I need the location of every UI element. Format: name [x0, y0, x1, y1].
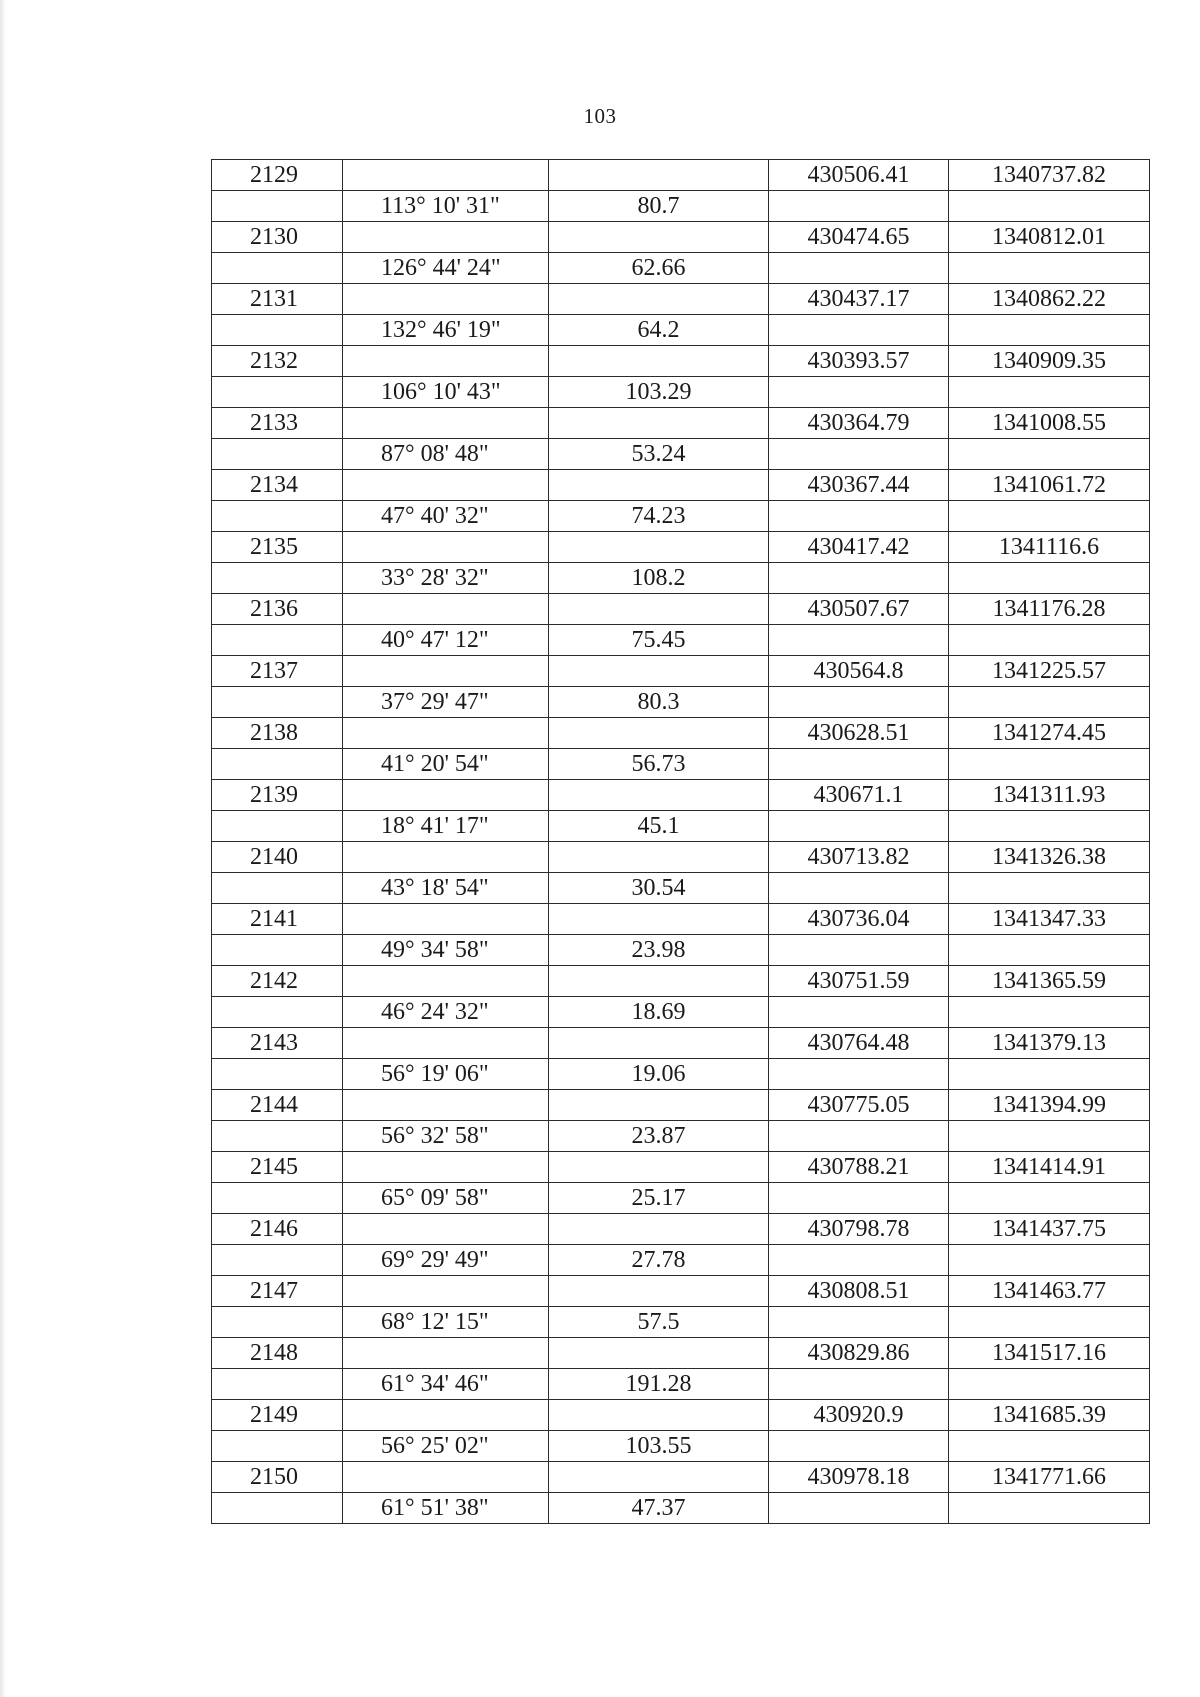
distance-cell: 19.06 — [549, 1059, 769, 1090]
northing-cell — [949, 191, 1150, 222]
station-row — [212, 470, 1150, 501]
station-cell: 2130 — [212, 222, 343, 253]
leg-row — [212, 1431, 1150, 1462]
distance-cell: 75.45 — [549, 625, 769, 656]
easting-cell: 430437.17 — [769, 284, 949, 315]
station-row — [212, 966, 1150, 997]
bearing-cell — [343, 842, 549, 873]
station-cell: 2134 — [212, 470, 343, 501]
northing-cell — [949, 1245, 1150, 1276]
easting-cell: 430564.8 — [769, 656, 949, 687]
leg-row — [212, 811, 1150, 842]
bearing-cell: 87° 08' 48" — [343, 439, 549, 470]
distance-cell: 30.54 — [549, 873, 769, 904]
bearing-cell: 61° 51' 38" — [343, 1493, 549, 1524]
easting-cell: 430671.1 — [769, 780, 949, 811]
station-row — [212, 594, 1150, 625]
station-row — [212, 1028, 1150, 1059]
bearing-cell — [343, 1462, 549, 1493]
bearing-cell — [343, 1214, 549, 1245]
distance-cell: 18.69 — [549, 997, 769, 1028]
bearing-cell: 33° 28' 32" — [343, 563, 549, 594]
northing-cell — [949, 811, 1150, 842]
leg-row — [212, 1183, 1150, 1214]
bearing-cell: 132° 46' 19" — [343, 315, 549, 346]
northing-cell — [949, 687, 1150, 718]
distance-cell — [549, 842, 769, 873]
station-cell: 2138 — [212, 718, 343, 749]
station-cell: 2144 — [212, 1090, 343, 1121]
leg-row — [212, 1369, 1150, 1400]
station-cell — [212, 501, 343, 532]
northing-cell — [949, 625, 1150, 656]
station-cell — [212, 811, 343, 842]
northing-cell — [949, 315, 1150, 346]
easting-cell — [769, 315, 949, 346]
easting-cell — [769, 1369, 949, 1400]
distance-cell — [549, 594, 769, 625]
bearing-cell: 46° 24' 32" — [343, 997, 549, 1028]
northing-cell: 1341394.99 — [949, 1090, 1150, 1121]
distance-cell — [549, 1462, 769, 1493]
bearing-cell: 37° 29' 47" — [343, 687, 549, 718]
station-cell — [212, 749, 343, 780]
northing-cell: 1341685.39 — [949, 1400, 1150, 1431]
leg-row — [212, 1245, 1150, 1276]
easting-cell — [769, 997, 949, 1028]
station-cell: 2148 — [212, 1338, 343, 1369]
station-cell: 2146 — [212, 1214, 343, 1245]
distance-cell — [549, 1400, 769, 1431]
easting-cell: 430367.44 — [769, 470, 949, 501]
easting-cell — [769, 439, 949, 470]
station-row — [212, 1152, 1150, 1183]
easting-cell: 430393.57 — [769, 346, 949, 377]
bearing-cell — [343, 532, 549, 563]
bearing-cell — [343, 1338, 549, 1369]
station-cell — [212, 1307, 343, 1338]
distance-cell: 27.78 — [549, 1245, 769, 1276]
northing-cell — [949, 1493, 1150, 1524]
easting-cell: 430507.67 — [769, 594, 949, 625]
northing-cell: 1341326.38 — [949, 842, 1150, 873]
station-cell: 2145 — [212, 1152, 343, 1183]
station-row — [212, 1338, 1150, 1369]
station-cell: 2139 — [212, 780, 343, 811]
northing-cell — [949, 1431, 1150, 1462]
easting-cell — [769, 501, 949, 532]
station-cell — [212, 253, 343, 284]
distance-cell — [549, 408, 769, 439]
station-cell: 2137 — [212, 656, 343, 687]
northing-cell: 1340909.35 — [949, 346, 1150, 377]
distance-cell — [549, 966, 769, 997]
leg-row — [212, 935, 1150, 966]
bearing-cell — [343, 718, 549, 749]
northing-cell: 1341365.59 — [949, 966, 1150, 997]
distance-cell — [549, 346, 769, 377]
easting-cell: 430474.65 — [769, 222, 949, 253]
bearing-cell — [343, 1276, 549, 1307]
northing-cell — [949, 501, 1150, 532]
station-cell — [212, 191, 343, 222]
station-cell: 2129 — [212, 160, 343, 191]
distance-cell: 103.55 — [549, 1431, 769, 1462]
easting-cell — [769, 749, 949, 780]
bearing-cell: 43° 18' 54" — [343, 873, 549, 904]
bearing-cell — [343, 904, 549, 935]
easting-cell: 430628.51 — [769, 718, 949, 749]
easting-cell: 430506.41 — [769, 160, 949, 191]
leg-row — [212, 377, 1150, 408]
northing-cell: 1341517.16 — [949, 1338, 1150, 1369]
northing-cell: 1340812.01 — [949, 222, 1150, 253]
northing-cell — [949, 563, 1150, 594]
northing-cell: 1341311.93 — [949, 780, 1150, 811]
leg-row — [212, 873, 1150, 904]
station-cell — [212, 687, 343, 718]
distance-cell: 53.24 — [549, 439, 769, 470]
northing-cell — [949, 1369, 1150, 1400]
bearing-cell: 18° 41' 17" — [343, 811, 549, 842]
easting-cell: 430920.9 — [769, 1400, 949, 1431]
scan-shadow-edge — [0, 0, 6, 1697]
distance-cell — [549, 532, 769, 563]
northing-cell — [949, 1121, 1150, 1152]
northing-cell — [949, 1307, 1150, 1338]
easting-cell — [769, 1245, 949, 1276]
easting-cell — [769, 935, 949, 966]
northing-cell — [949, 1183, 1150, 1214]
northing-cell: 1341061.72 — [949, 470, 1150, 501]
station-cell: 2135 — [212, 532, 343, 563]
easting-cell — [769, 811, 949, 842]
distance-cell — [549, 780, 769, 811]
station-row — [212, 160, 1150, 191]
leg-row — [212, 1121, 1150, 1152]
station-row — [212, 532, 1150, 563]
distance-cell — [549, 284, 769, 315]
northing-cell: 1341771.66 — [949, 1462, 1150, 1493]
station-cell — [212, 997, 343, 1028]
easting-cell: 430978.18 — [769, 1462, 949, 1493]
distance-cell: 25.17 — [549, 1183, 769, 1214]
easting-cell — [769, 1307, 949, 1338]
station-row — [212, 1090, 1150, 1121]
station-row — [212, 718, 1150, 749]
northing-cell — [949, 749, 1150, 780]
leg-row — [212, 1307, 1150, 1338]
station-cell — [212, 935, 343, 966]
distance-cell: 47.37 — [549, 1493, 769, 1524]
bearing-cell: 56° 19' 06" — [343, 1059, 549, 1090]
easting-cell — [769, 1493, 949, 1524]
station-row — [212, 1462, 1150, 1493]
distance-cell: 45.1 — [549, 811, 769, 842]
easting-cell — [769, 377, 949, 408]
leg-row — [212, 687, 1150, 718]
easting-cell — [769, 1059, 949, 1090]
easting-cell — [769, 253, 949, 284]
easting-cell: 430764.48 — [769, 1028, 949, 1059]
distance-cell — [549, 1276, 769, 1307]
northing-cell: 1341225.57 — [949, 656, 1150, 687]
bearing-cell — [343, 1028, 549, 1059]
bearing-cell: 47° 40' 32" — [343, 501, 549, 532]
station-row — [212, 1400, 1150, 1431]
bearing-cell — [343, 594, 549, 625]
station-cell — [212, 625, 343, 656]
station-cell — [212, 1431, 343, 1462]
bearing-cell: 106° 10' 43" — [343, 377, 549, 408]
distance-cell — [549, 1214, 769, 1245]
page-number: 103 — [583, 104, 617, 128]
coordinate-table-body — [212, 160, 1150, 1524]
easting-cell — [769, 625, 949, 656]
easting-cell: 430808.51 — [769, 1276, 949, 1307]
bearing-cell — [343, 470, 549, 501]
northing-cell: 1341437.75 — [949, 1214, 1150, 1245]
bearing-cell — [343, 408, 549, 439]
distance-cell — [549, 470, 769, 501]
station-cell — [212, 377, 343, 408]
station-cell: 2132 — [212, 346, 343, 377]
easting-cell — [769, 1431, 949, 1462]
leg-row — [212, 1059, 1150, 1090]
northing-cell: 1340862.22 — [949, 284, 1150, 315]
northing-cell: 1341347.33 — [949, 904, 1150, 935]
bearing-cell — [343, 284, 549, 315]
northing-cell: 1341274.45 — [949, 718, 1150, 749]
bearing-cell: 61° 34' 46" — [343, 1369, 549, 1400]
station-row — [212, 780, 1150, 811]
distance-cell — [549, 1090, 769, 1121]
station-cell: 2141 — [212, 904, 343, 935]
bearing-cell — [343, 656, 549, 687]
bearing-cell — [343, 222, 549, 253]
northing-cell — [949, 935, 1150, 966]
bearing-cell: 69° 29' 49" — [343, 1245, 549, 1276]
distance-cell: 64.2 — [549, 315, 769, 346]
distance-cell: 74.23 — [549, 501, 769, 532]
bearing-cell: 68° 12' 15" — [343, 1307, 549, 1338]
distance-cell: 80.7 — [549, 191, 769, 222]
station-cell: 2140 — [212, 842, 343, 873]
northing-cell: 1341116.6 — [949, 532, 1150, 563]
northing-cell: 1341379.13 — [949, 1028, 1150, 1059]
station-cell: 2143 — [212, 1028, 343, 1059]
easting-cell — [769, 687, 949, 718]
easting-cell: 430736.04 — [769, 904, 949, 935]
bearing-cell — [343, 1400, 549, 1431]
leg-row — [212, 501, 1150, 532]
station-cell — [212, 315, 343, 346]
station-row — [212, 1276, 1150, 1307]
station-cell — [212, 1369, 343, 1400]
easting-cell: 430417.42 — [769, 532, 949, 563]
leg-row — [212, 1493, 1150, 1524]
leg-row — [212, 563, 1150, 594]
leg-row — [212, 997, 1150, 1028]
station-cell: 2147 — [212, 1276, 343, 1307]
station-row — [212, 346, 1150, 377]
station-cell — [212, 563, 343, 594]
bearing-cell — [343, 346, 549, 377]
northing-cell — [949, 253, 1150, 284]
distance-cell — [549, 160, 769, 191]
easting-cell — [769, 1183, 949, 1214]
station-cell — [212, 1059, 343, 1090]
bearing-cell: 113° 10' 31" — [343, 191, 549, 222]
bearing-cell: 41° 20' 54" — [343, 749, 549, 780]
bearing-cell: 126° 44' 24" — [343, 253, 549, 284]
distance-cell — [549, 222, 769, 253]
station-cell — [212, 1183, 343, 1214]
easting-cell: 430775.05 — [769, 1090, 949, 1121]
northing-cell — [949, 439, 1150, 470]
leg-row — [212, 439, 1150, 470]
bearing-cell — [343, 780, 549, 811]
station-row — [212, 904, 1150, 935]
easting-cell: 430713.82 — [769, 842, 949, 873]
station-row — [212, 656, 1150, 687]
leg-row — [212, 191, 1150, 222]
northing-cell — [949, 873, 1150, 904]
station-cell — [212, 1493, 343, 1524]
coordinate-table — [211, 159, 1150, 1524]
station-row — [212, 1214, 1150, 1245]
bearing-cell: 56° 25' 02" — [343, 1431, 549, 1462]
easting-cell: 430788.21 — [769, 1152, 949, 1183]
station-row — [212, 408, 1150, 439]
distance-cell: 191.28 — [549, 1369, 769, 1400]
station-cell: 2131 — [212, 284, 343, 315]
station-cell — [212, 1245, 343, 1276]
distance-cell: 57.5 — [549, 1307, 769, 1338]
station-cell: 2149 — [212, 1400, 343, 1431]
distance-cell: 103.29 — [549, 377, 769, 408]
northing-cell: 1341008.55 — [949, 408, 1150, 439]
bearing-cell: 56° 32' 58" — [343, 1121, 549, 1152]
northing-cell — [949, 997, 1150, 1028]
distance-cell: 80.3 — [549, 687, 769, 718]
station-cell — [212, 873, 343, 904]
easting-cell: 430364.79 — [769, 408, 949, 439]
station-row — [212, 222, 1150, 253]
bearing-cell: 40° 47' 12" — [343, 625, 549, 656]
bearing-cell — [343, 1090, 549, 1121]
distance-cell — [549, 718, 769, 749]
distance-cell — [549, 656, 769, 687]
distance-cell: 23.87 — [549, 1121, 769, 1152]
station-cell: 2142 — [212, 966, 343, 997]
station-cell: 2150 — [212, 1462, 343, 1493]
distance-cell: 23.98 — [549, 935, 769, 966]
leg-row — [212, 253, 1150, 284]
bearing-cell — [343, 966, 549, 997]
distance-cell — [549, 1028, 769, 1059]
northing-cell: 1341176.28 — [949, 594, 1150, 625]
northing-cell: 1341414.91 — [949, 1152, 1150, 1183]
northing-cell — [949, 377, 1150, 408]
leg-row — [212, 625, 1150, 656]
easting-cell — [769, 191, 949, 222]
northing-cell — [949, 1059, 1150, 1090]
easting-cell: 430751.59 — [769, 966, 949, 997]
station-cell: 2133 — [212, 408, 343, 439]
bearing-cell — [343, 160, 549, 191]
distance-cell — [549, 1152, 769, 1183]
leg-row — [212, 315, 1150, 346]
station-cell: 2136 — [212, 594, 343, 625]
station-cell — [212, 439, 343, 470]
distance-cell — [549, 1338, 769, 1369]
bearing-cell: 49° 34' 58" — [343, 935, 549, 966]
easting-cell — [769, 873, 949, 904]
distance-cell — [549, 904, 769, 935]
bearing-cell: 65° 09' 58" — [343, 1183, 549, 1214]
distance-cell: 108.2 — [549, 563, 769, 594]
northing-cell: 1340737.82 — [949, 160, 1150, 191]
leg-row — [212, 749, 1150, 780]
easting-cell — [769, 563, 949, 594]
northing-cell: 1341463.77 — [949, 1276, 1150, 1307]
easting-cell: 430829.86 — [769, 1338, 949, 1369]
distance-cell: 56.73 — [549, 749, 769, 780]
distance-cell: 62.66 — [549, 253, 769, 284]
easting-cell — [769, 1121, 949, 1152]
station-row — [212, 284, 1150, 315]
easting-cell: 430798.78 — [769, 1214, 949, 1245]
station-cell — [212, 1121, 343, 1152]
bearing-cell — [343, 1152, 549, 1183]
station-row — [212, 842, 1150, 873]
